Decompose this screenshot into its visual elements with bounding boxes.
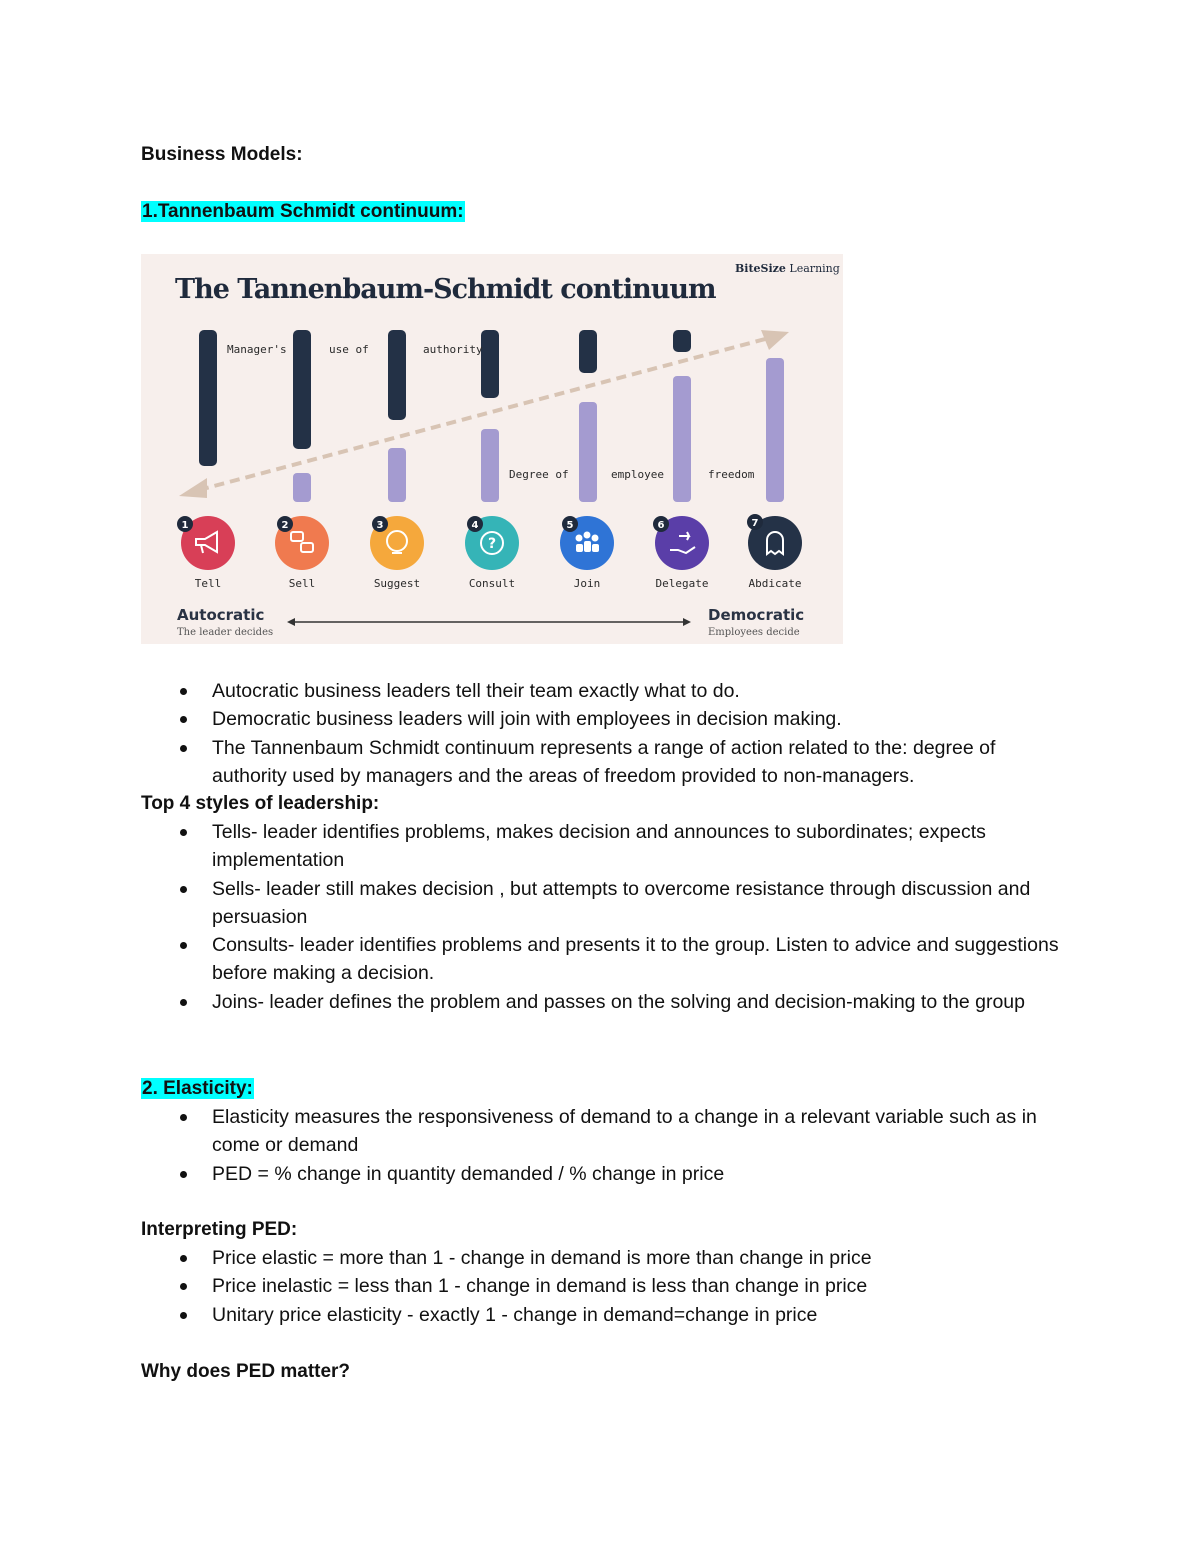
style-abdicate bbox=[747, 514, 802, 590]
style-label: Suggest bbox=[373, 577, 421, 590]
top4-heading: Top 4 styles of leadership: bbox=[141, 793, 380, 814]
manager-bar-3 bbox=[388, 330, 406, 420]
employee-bar-7 bbox=[766, 358, 784, 502]
list-item: Price elastic = more than 1 - change in demand is more than change in price bbox=[141, 1244, 1071, 1272]
bar-label-employee: employee bbox=[611, 468, 664, 481]
heading-highlight: 1.Tannenbaum Schmidt continuum: bbox=[142, 201, 464, 222]
figure-title: The Tannenbaum-Schmidt continuum bbox=[175, 274, 716, 305]
list-item: The Tannenbaum Schmidt continuum represents a range of action related to the: degree of authority used by managers and the areas of freedom provided to non-managers. bbox=[141, 734, 1071, 791]
list-item: Tells- leader identifies problems, makes decision and announces to subordinates; expects implementation bbox=[141, 818, 1071, 875]
list-item: Elasticity measures the responsiveness of demand to a change in a relevant variable such as in come or demand bbox=[141, 1103, 1071, 1160]
style-number: 5 bbox=[566, 520, 574, 531]
style-consult bbox=[465, 516, 519, 590]
manager-bar-4 bbox=[481, 330, 499, 398]
list-item: Sells- leader still makes decision , but attempts to overcome resistance through discussion and persuasion bbox=[141, 875, 1071, 932]
heading-highlight: 2. Elasticity: bbox=[142, 1078, 253, 1099]
bar-label-degree-of: Degree of bbox=[509, 468, 569, 481]
style-number: 3 bbox=[376, 520, 384, 531]
manager-bar-6 bbox=[673, 330, 691, 352]
list-item: Democratic business leaders will join with employees in decision making. bbox=[141, 705, 1071, 733]
employee-bar-4 bbox=[481, 429, 499, 502]
style-number: 4 bbox=[471, 520, 479, 531]
manager-bar-2 bbox=[293, 330, 311, 449]
section-heading-tannenbaum bbox=[141, 199, 465, 225]
manager-bar-1 bbox=[199, 330, 217, 466]
elasticity-bullet-list bbox=[141, 1103, 1071, 1188]
employee-bar-3 bbox=[388, 448, 406, 502]
style-number: 2 bbox=[281, 520, 289, 531]
leadership-styles-list bbox=[141, 818, 1071, 1016]
bar-label-managers: Manager's bbox=[227, 343, 287, 356]
why-ped-heading: Why does PED matter? bbox=[141, 1361, 351, 1382]
style-suggest bbox=[370, 516, 424, 590]
style-label: Sell bbox=[288, 577, 316, 590]
bar-label-use-of: use of bbox=[329, 343, 369, 356]
list-item: Consults- leader identifies problems and presents it to the group. Listen to advice and suggestions before making a decision. bbox=[141, 931, 1071, 988]
style-number: 6 bbox=[657, 520, 665, 531]
tannenbaum-bullet-list bbox=[141, 677, 1071, 790]
style-label: Abdicate bbox=[748, 577, 802, 590]
style-number: 1 bbox=[181, 520, 189, 531]
employee-bar-5 bbox=[579, 402, 597, 502]
list-item: PED = % change in quantity demanded / % change in price bbox=[141, 1160, 1071, 1188]
manager-bar-5 bbox=[579, 330, 597, 373]
style-label: Consult bbox=[468, 577, 516, 590]
list-item: Joins- leader defines the problem and passes on the solving and decision-making to the group bbox=[141, 988, 1071, 1016]
style-label: Delegate bbox=[655, 577, 709, 590]
style-label: Join bbox=[573, 577, 601, 590]
style-number: 7 bbox=[751, 518, 759, 529]
section-heading-elasticity bbox=[141, 1076, 254, 1102]
document-title: Business Models: bbox=[141, 144, 303, 165]
tannenbaum-continuum-figure bbox=[141, 254, 843, 644]
employee-bar-6 bbox=[673, 376, 691, 502]
style-label: Tell bbox=[194, 577, 222, 590]
list-item: Price inelastic = less than 1 - change in demand is less than change in price bbox=[141, 1272, 1071, 1300]
autocratic-label: Autocratic bbox=[177, 606, 265, 624]
interpreting-ped-heading: Interpreting PED: bbox=[141, 1219, 298, 1240]
brand-logo: BiteSize Learning bbox=[735, 262, 840, 275]
style-delegate bbox=[653, 516, 709, 590]
interpreting-ped-list bbox=[141, 1244, 1071, 1329]
bar-label-freedom: freedom bbox=[708, 468, 755, 481]
autocratic-sub: The leader decides bbox=[177, 627, 274, 638]
svg-text:?: ? bbox=[487, 536, 497, 552]
list-item: Autocratic business leaders tell their team exactly what to do. bbox=[141, 677, 1071, 705]
employee-bar-2 bbox=[293, 473, 311, 502]
democratic-label: Democratic bbox=[708, 606, 805, 624]
list-item: Unitary price elasticity - exactly 1 - change in demand=change in price bbox=[141, 1301, 1071, 1329]
democratic-sub: Employees decide bbox=[708, 627, 800, 638]
bar-label-authority: authority bbox=[423, 343, 483, 356]
